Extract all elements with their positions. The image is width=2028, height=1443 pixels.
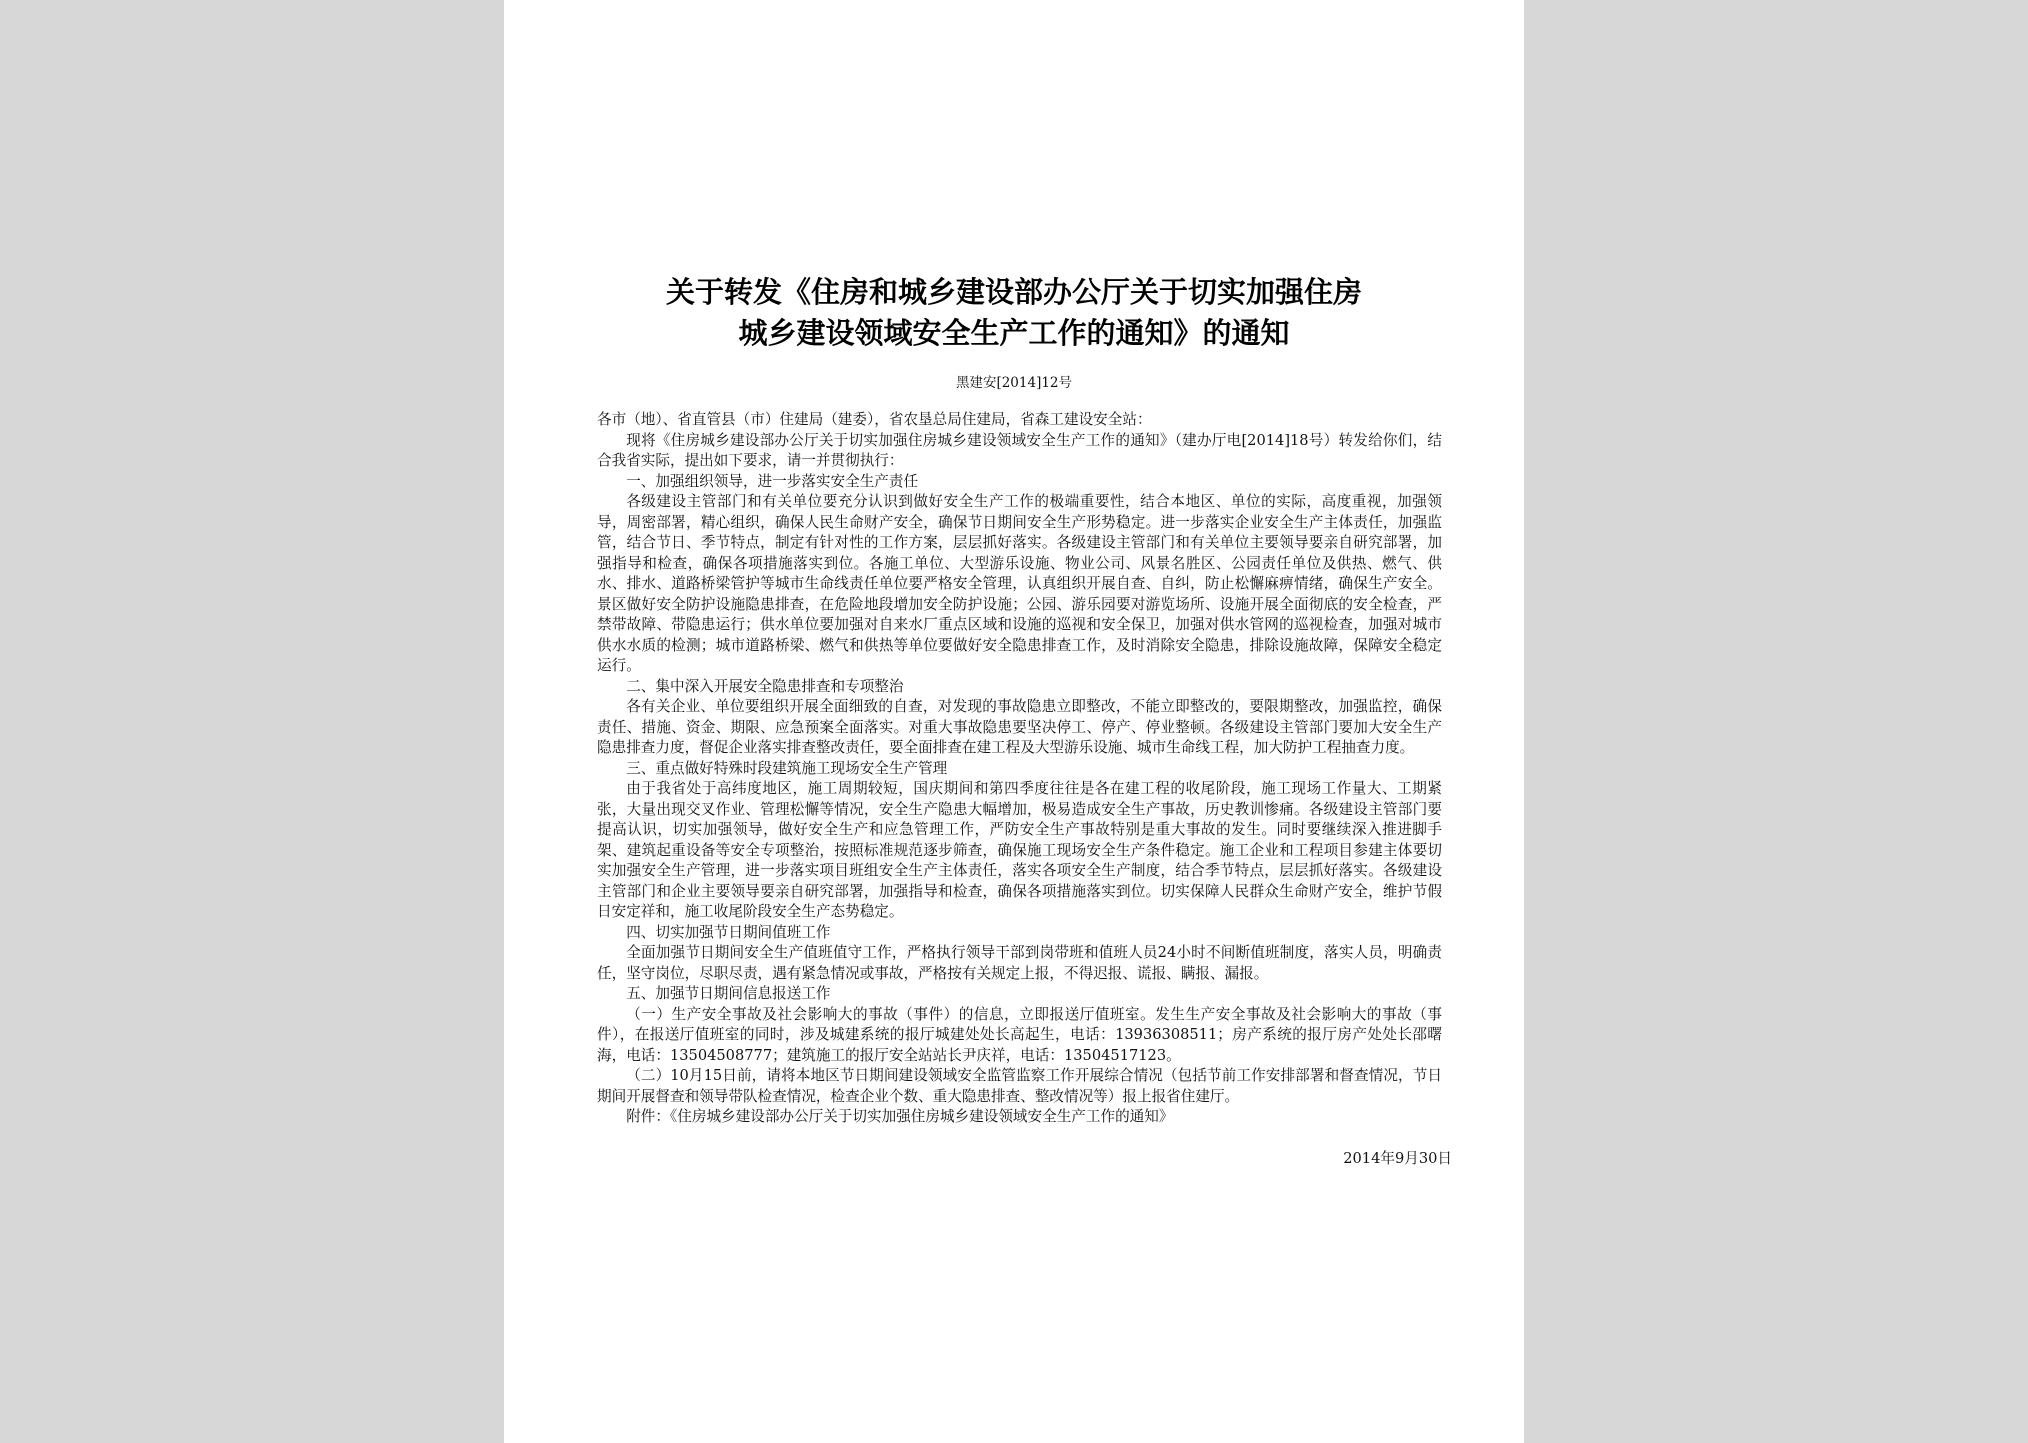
section-4-heading: 四、切实加强节日期间值班工作	[626, 923, 831, 941]
document-number: 黑建安[2014]12号	[955, 375, 1073, 391]
section-2-heading: 二、集中深入开展安全隐患排查和专项整治	[626, 677, 904, 695]
document-body	[597, 410, 1442, 1128]
section-5-heading: 五、加强节日期间信息报送工作	[626, 985, 831, 1002]
section-2-paragraph: 各有关企业、单位要组织开展全面细致的自查，对发现的事故隐患立即整改，不能立即整改的，要限期整改，加强监控，确保责任、措施、资金、期限、应急预案全面落实。对重大事故隐患要坚决停工、停产、停业整顿。各级建设主管部门要加大安全生产隐患排查力度，督促企业落实排查整改责任，要全面排查在建工程及大型游乐设施、城市生命线工程，加大防护工程抽查力度。	[597, 698, 1442, 756]
title-line-1: 关于转发《住房和城乡建设部办公厅关于切实加强住房	[665, 275, 1362, 309]
section-1-paragraph: 各级建设主管部门和有关单位要充分认识到做好安全生产工作的极端重要性，结合本地区、单位的实际，高度重视，加强领导，周密部署，精心组织，确保人民生命财产安全，确保节日期间安全生产形势稳定。进一步落实企业安全生产主体责任，加强监管，结合节日、季节特点，制定有针对性的工作方案，层层抓好落实。各级建设主管部门和有关单位主要领导要亲自研究部署，加强指导和检查，确保各项措施落实到位。各施工单位、大型游乐设施、物业公司、风景名胜区、公园责任单位及供热、燃气、供水、排水、道路桥梁管护等城市生命线责任单位要严格安全管理，认真组织开展自查、自纠，防止松懈麻痹情绪，确保生产安全。景区做好安全防护设施隐患排查，在危险地段增加安全防护设施；公园、游乐园要对游览场所、设施开展全面彻底的安全检查，严禁带故障、带隐患运行；供水单位要加强对自来水厂重点区域和设施的巡视和安全保卫，加强对供水管网的巡视检查，加强对城市供水水质的检测；城市道路桥梁、燃气和供热等单位要做好安全隐患排查工作，及时消除安全隐患，排除设施故障，保障安全稳定运行。	[597, 493, 1442, 674]
intro-paragraph: 现将《住房城乡建设部办公厅关于切实加强住房城乡建设领域安全生产工作的通知》（建办厅电[2014]18号）转发给你们，结合我省实际，提出如下要求，请一并贯彻执行：	[597, 431, 1442, 469]
section-3-paragraph: 由于我省处于高纬度地区，施工周期较短，国庆期间和第四季度往往是各在建工程的收尾阶段，施工现场工作量大、工期紧张，大量出现交叉作业、管理松懈等情况，安全生产隐患大幅增加，极易造成安全生产事故，历史教训惨痛。各级建设主管部门要提高认识，切实加强领导，做好安全生产和应急管理工作，严防安全生产事故特别是重大事故的发生。同时要继续深入推进脚手架、建筑起重设备等安全专项整治，按照标准规范逐步筛查，确保施工现场安全生产条件稳定。施工企业和工程项目参建主体要切实加强安全生产管理，进一步落实项目班组安全生产主体责任，落实各项安全生产制度，结合季节特点，层层抓好落实。各级建设主管部门和企业主要领导要亲自研究部署，加强指导和检查，确保各项措施落实到位。切实保障人民群众生命财产安全，维护节假日安定祥和，施工收尾阶段安全生产态势稳定。	[597, 780, 1442, 920]
attachment-line: 附件：《住房城乡建设部办公厅关于切实加强住房城乡建设领域安全生产工作的通知》	[626, 1108, 1174, 1125]
section-3-heading: 三、重点做好特殊时段建筑施工现场安全生产管理	[626, 759, 948, 777]
document-title	[544, 272, 1484, 354]
document-page	[504, 0, 1524, 1443]
section-5-paragraph-1: （一）生产安全事故及社会影响大的事故（事件）的信息，立即报送厅值班室。发生生产安全事故及社会影响大的事故（事件），在报送厅值班室的同时，涉及城建系统的报厅城建处处长高起生，电话：13936308511；房产系统的报厅房产处处长邵曙海，电话：13504508777；建筑施工的报厅安全站站长尹庆祥，电话：13504517123。	[597, 1005, 1442, 1064]
document-date: 2014年9月30日	[1343, 1150, 1452, 1167]
addressee: 各市（地）、省直管县（市）住建局（建委），省农垦总局住建局，省森工建设安全站：	[597, 411, 1152, 428]
section-4-paragraph: 全面加强节日期间安全生产值班值守工作，严格执行领导干部到岗带班和值班人员24小时不间断值班制度，落实人员，明确责任，坚守岗位，尽职尽责，遇有紧急情况或事故，严格按有关规定上报，不得迟报、谎报、瞒报、漏报。	[597, 944, 1442, 982]
section-1-heading: 一、加强组织领导，进一步落实安全生产责任	[626, 472, 919, 490]
section-5-paragraph-2: （二）10月15日前，请将本地区节日期间建设领域安全监管监察工作开展综合情况（包括节前工作安排部署和督查情况，节日期间开展督查和领导带队检查情况，检查企业个数、重大隐患排查、整改情况等）报上报省住建厅。	[597, 1067, 1442, 1105]
title-line-2: 城乡建设领域安全生产工作的通知》的通知	[738, 316, 1290, 350]
